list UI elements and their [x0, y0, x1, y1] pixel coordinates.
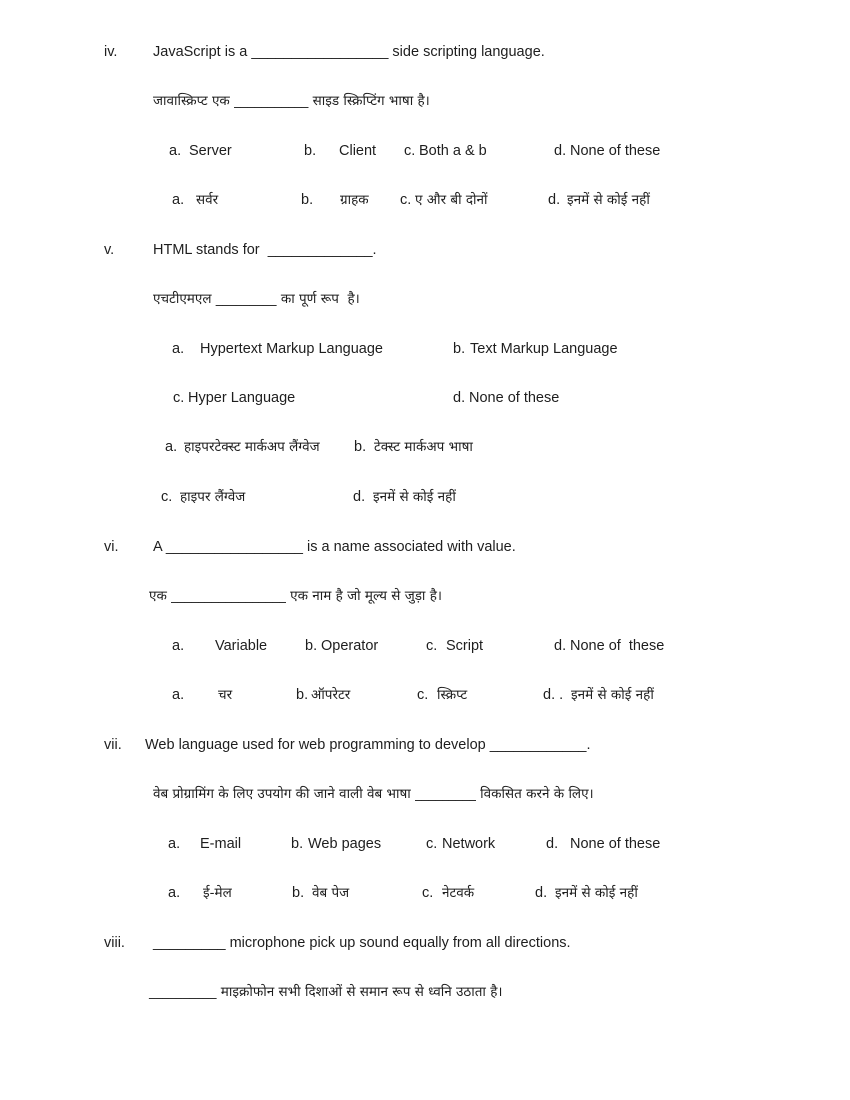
option-label: a.	[168, 885, 181, 901]
option-text: इनमें से कोई नहीं	[373, 489, 456, 505]
option-text: Hypertext Markup Language	[200, 341, 383, 357]
option-text: ग्राहक	[340, 192, 369, 208]
option-label: c.	[404, 143, 416, 159]
option-text: Network	[442, 836, 496, 852]
option-label: a.	[168, 836, 181, 852]
option-label: d.	[546, 836, 559, 852]
option-text: इनमें से कोई नहीं	[571, 687, 654, 703]
option-label: c.	[417, 687, 429, 703]
option-label: c.	[400, 192, 412, 208]
option-label: b.	[453, 341, 466, 357]
option-label: c.	[161, 489, 173, 505]
question-number: viii.	[104, 935, 125, 951]
question-text-english: HTML stands for _____________.	[153, 242, 377, 258]
option-label: a.	[172, 192, 185, 208]
option-text: None of these	[570, 638, 665, 654]
option-text: इनमें से कोई नहीं	[567, 192, 650, 208]
option-label: b.	[301, 192, 314, 208]
question-number: vi.	[104, 539, 119, 555]
option-text: Both a & b	[419, 143, 487, 159]
option-text: Client	[339, 143, 377, 159]
question-text-hindi: एचटीएमएल _________ का पूर्ण रूप है।	[153, 291, 360, 307]
option-label: b.	[304, 143, 317, 159]
option-text: ऑपरेटर	[311, 687, 351, 703]
option-label: d.	[548, 192, 561, 208]
option-label: d.	[554, 143, 567, 159]
option-label: b.	[292, 885, 305, 901]
option-text: E-mail	[200, 836, 242, 852]
option-label: d.	[535, 885, 548, 901]
option-text: Text Markup Language	[470, 341, 618, 357]
option-label: a.	[172, 341, 185, 357]
option-label: b.	[291, 836, 304, 852]
option-text: वेब पेज	[312, 885, 350, 901]
option-text: Variable	[215, 638, 268, 654]
question-text-english: Web language used for web programming to develop ____________.	[145, 737, 591, 753]
option-text: Script	[446, 638, 484, 654]
option-label: d.	[353, 489, 366, 505]
option-text: None of these	[570, 143, 661, 159]
option-text: None of these	[570, 836, 661, 852]
option-text: नेटवर्क	[442, 885, 475, 901]
question-text-hindi: जावास्क्रिप्ट एक ___________ साइड स्क्रिप्टिंग भाषा है।	[153, 93, 430, 109]
option-text: ई-मेल	[203, 885, 232, 901]
option-label: c.	[426, 638, 438, 654]
option-label: d.	[554, 638, 567, 654]
option-label: c.	[422, 885, 434, 901]
option-text: Server	[189, 143, 232, 159]
option-text: चर	[218, 687, 233, 703]
question-text-english: JavaScript is a _________________ side scripting language.	[153, 44, 545, 60]
option-text: इनमें से कोई नहीं	[555, 885, 638, 901]
option-text: Hyper Language	[188, 390, 296, 406]
option-label: b.	[305, 638, 318, 654]
option-text: टेक्स्ट मार्कअप भाषा	[374, 439, 473, 455]
option-text: स्क्रिप्ट	[437, 687, 468, 703]
option-text: ए और बी दोनों	[415, 192, 488, 208]
question-number: vii.	[104, 737, 122, 753]
question-text-hindi: __________ माइक्रोफोन सभी दिशाओं से समान रूप से ध्वनि उठाता है।	[149, 984, 503, 1000]
option-label: a.	[172, 687, 185, 703]
option-label: a.	[165, 439, 178, 455]
question-text-english: A _________________ is a name associated with value.	[153, 539, 516, 555]
option-text: हाइपर लैंग्वेज	[180, 489, 246, 505]
question-text-hindi: वेब प्रोग्रामिंग के लिए उपयोग की जाने वाली वेब भाषा _________ विकसित करने के लिए।	[153, 786, 594, 802]
option-text: Operator	[321, 638, 379, 654]
option-text: Web pages	[308, 836, 382, 852]
option-label: b.	[296, 687, 309, 703]
option-label: a.	[172, 638, 185, 654]
option-label: c.	[173, 390, 185, 406]
option-text: सर्वर	[196, 192, 219, 208]
option-label: d.	[453, 390, 466, 406]
option-label: b.	[354, 439, 367, 455]
option-text: हाइपरटेक्स्ट मार्कअप लैंग्वेज	[184, 439, 320, 455]
option-label: a.	[169, 143, 182, 159]
question-number: iv.	[104, 44, 118, 60]
question-text-english: _________ microphone pick up sound equally from all directions.	[153, 935, 571, 951]
option-text: None of these	[469, 390, 560, 406]
option-label: d. .	[543, 687, 564, 703]
question-number: v.	[104, 242, 115, 258]
option-label: c.	[426, 836, 438, 852]
question-text-hindi: एक _________________ एक नाम है जो मूल्य से जुड़ा है।	[149, 588, 443, 604]
